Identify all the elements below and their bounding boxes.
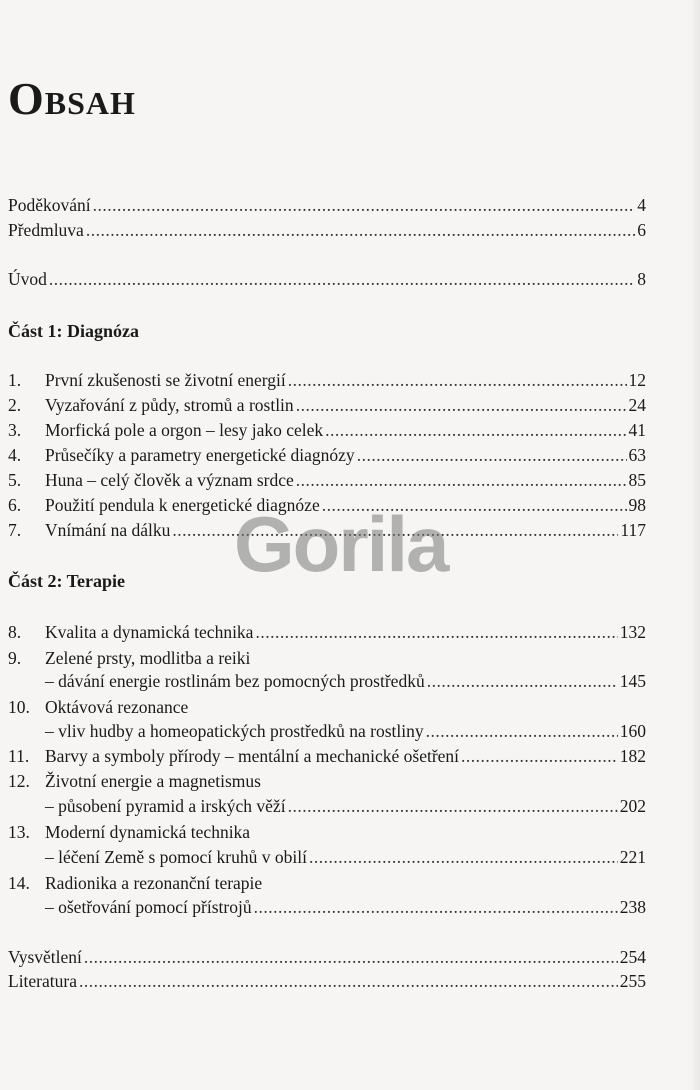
entry-page: 202 [619,796,646,816]
leader-dots [49,268,635,290]
toc-entry-chapter [8,872,646,894]
leader-dots [84,946,618,968]
toc-entry-chapter [8,821,646,843]
toc-entry-subline [45,896,646,918]
toc-entry-subline [45,670,646,692]
leader-dots [93,194,636,216]
leader-dots [357,444,627,466]
leader-dots [86,219,635,241]
toc-entry-chapter [8,444,646,466]
leader-dots [461,745,618,767]
entry-subtitle: – léčení Země s pomocí kruhů v obilí [45,847,307,867]
entry-label: Poděkování [8,195,91,215]
chapter-number: 5. [8,470,22,490]
leader-dots [309,846,618,868]
toc-entry-subline [45,720,646,742]
entry-label: Úvod [8,269,47,289]
toc-entry-chapter [8,419,646,441]
entry-page: 221 [619,847,646,867]
entry-label: Oktávová rezonance [45,697,189,717]
entry-page: 41 [628,420,646,440]
entry-page: 12 [628,370,646,390]
chapter-number: 4. [8,445,22,465]
leader-dots [288,795,618,817]
leader-dots [288,369,627,391]
leader-dots [79,970,618,992]
entry-label: Životní energie a magnetismus [45,771,261,791]
entry-page: 24 [628,395,646,415]
entry-label: Moderní dynamická technika [45,822,251,842]
chapter-number: 11. [8,746,30,766]
toc-entry-podekovani [8,194,646,216]
toc-entry-subline [45,795,646,817]
section-heading-part2: Část 2: Terapie [8,571,125,591]
entry-label: Radionika a rezonanční terapie [45,873,263,893]
chapter-number: 12. [8,771,30,791]
entry-page: 254 [619,947,646,967]
toc-entry-vysvetleni [8,946,646,968]
leader-dots [427,670,618,692]
entry-subtitle: – vliv hudby a homeopatických prostředků na rostliny [45,721,424,741]
toc-entry-chapter [8,770,646,792]
toc-entry-literatura [8,970,646,992]
entry-label: Vyzařování z půdy, stromů a rostlin [45,395,294,415]
toc-entry-predmluva [8,219,646,241]
chapter-number: 2. [8,395,22,415]
section-heading-part1: Část 1: Diagnóza [8,321,139,341]
entry-page: 255 [619,971,646,991]
chapter-number: 9. [8,648,22,668]
chapter-number: 3. [8,420,22,440]
leader-dots [296,469,627,491]
entry-label: Zelené prsty, modlitba a reiki [45,648,251,668]
page-edge-shadow [690,0,700,1090]
chapter-number: 8. [8,622,22,642]
chapter-number: 7. [8,520,22,540]
chapter-number: 14. [8,873,30,893]
toc-entry-chapter [8,745,646,767]
entry-page: 8 [637,269,646,289]
entry-page: 238 [619,897,646,917]
toc-entry-chapter [8,369,646,391]
toc-entry-subline [45,846,646,868]
entry-page: 6 [637,220,646,240]
entry-label: Kvalita a dynamická technika [45,622,254,642]
toc-entry-chapter [8,621,646,643]
leader-dots [296,394,627,416]
entry-page: 98 [628,495,646,515]
entry-page: 4 [637,195,646,215]
entry-page: 145 [619,671,646,691]
entry-page: 117 [620,520,646,540]
leader-dots [325,419,626,441]
toc-entry-chapter [8,469,646,491]
entry-subtitle: – působení pyramid a irských věží [45,796,286,816]
toc-entry-chapter [8,696,646,718]
chapter-number: 1. [8,370,22,390]
entry-page: 160 [619,721,646,741]
entry-label: První zkušenosti se životní energií [45,370,286,390]
entry-page: 85 [628,470,646,490]
entry-subtitle: – ošetřování pomocí přístrojů [45,897,252,917]
entry-label: Vysvětlení [8,947,82,967]
watermark-logo: Gorila [234,500,448,588]
chapter-number: 10. [8,697,30,717]
leader-dots [254,896,618,918]
entry-subtitle: – dávání energie rostlinám bez pomocných prostředků [45,671,425,691]
entry-label: Průsečíky a parametry energetické diagnózy [45,445,355,465]
entry-label: Morfická pole a orgon – lesy jako celek [45,420,324,440]
entry-label: Použití pendula k energetické diagnóze [45,495,320,515]
entry-page: 132 [619,622,646,642]
toc-entry-uvod [8,268,646,290]
toc-entry-chapter [8,647,646,669]
chapter-number: 13. [8,822,30,842]
toc-entry-chapter [8,394,646,416]
leader-dots [255,621,617,643]
entry-label: Literatura [8,971,77,991]
entry-label: Barvy a symboly přírody – mentální a mechanické ošetření [45,746,460,766]
entry-label: Huna – celý člověk a význam srdce [45,470,294,490]
chapter-number: 6. [8,495,22,515]
entry-label: Vnímání na dálku [45,520,171,540]
leader-dots [426,720,618,742]
entry-label: Předmluva [8,220,84,240]
entry-page: 63 [628,445,646,465]
entry-page: 182 [619,746,646,766]
page-title: Obsah [8,73,136,124]
